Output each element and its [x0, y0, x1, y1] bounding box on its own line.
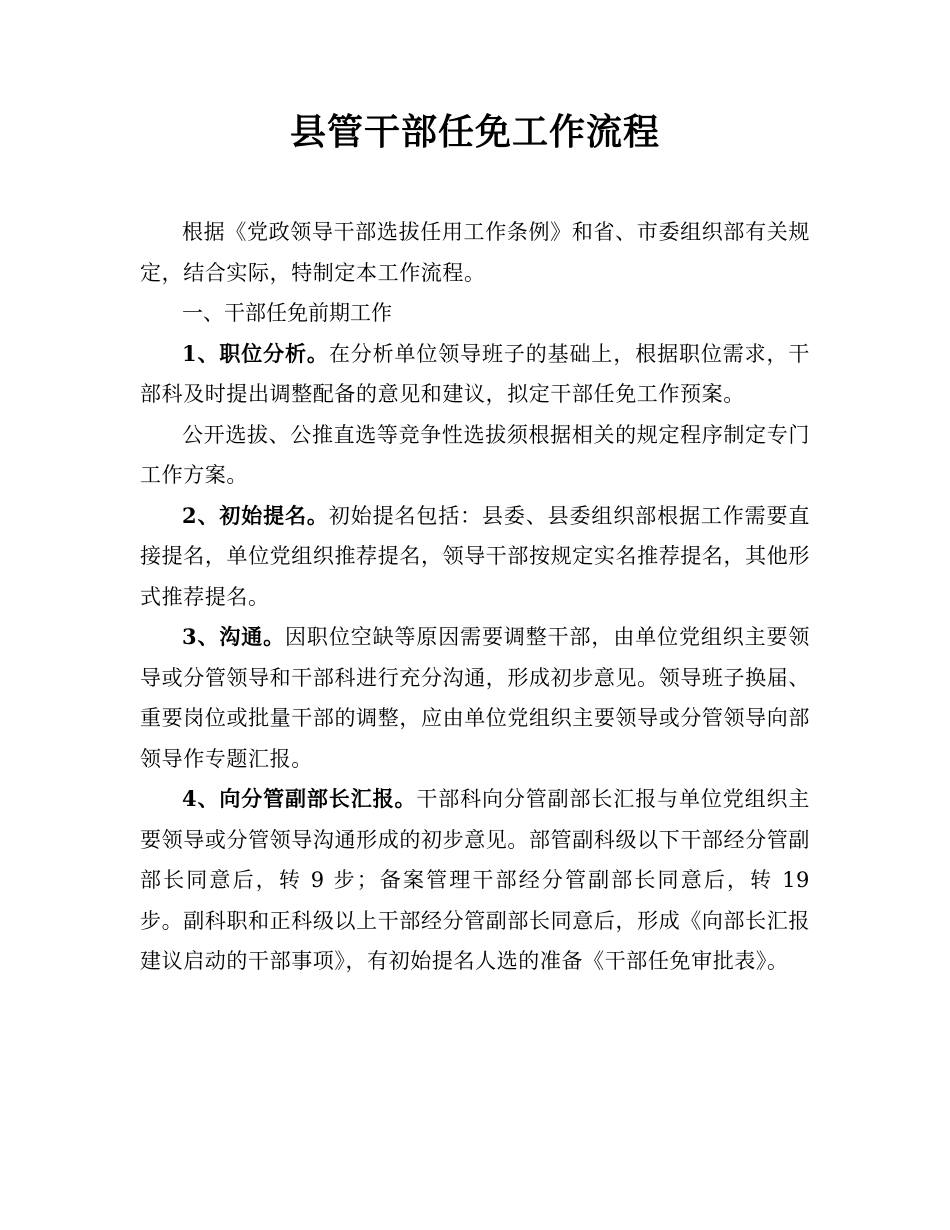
- item-lead: 4、向分管副部长汇报。: [182, 786, 417, 811]
- item-lead: 3、沟通。: [182, 624, 286, 649]
- section-heading: 一、干部任免前期工作: [182, 301, 392, 325]
- item-lead: 1、职位分析。: [182, 340, 329, 366]
- item-paragraph-1: [140, 334, 810, 415]
- item-text: 初始提名包括：县委、县委组织部根据工作需要直接提名，单位党组织推荐提名，领导干部按规定实名推荐提名，其他形式推荐提名。: [140, 503, 810, 609]
- item-paragraph-1b: [140, 415, 810, 496]
- document-page: [140, 108, 810, 982]
- item-lead: 2、初始提名。: [182, 502, 329, 528]
- item-text: 在分析单位领导班子的基础上，根据职位需求，干部科及时提出调整配备的意见和建议，拟定干部任免工作预案。: [140, 341, 810, 406]
- item-paragraph-4: [140, 779, 810, 982]
- item-paragraph-3: [140, 617, 810, 779]
- item-paragraph-2: [140, 496, 810, 618]
- intro-paragraph: 根据《党政领导干部选拔任用工作条例》和省、市委组织部有关规定，结合实际，特制定本工作流程。: [140, 220, 810, 285]
- item-text: 公开选拔、公推直选等竞争性选拔须根据相关的规定程序制定专门工作方案。: [140, 422, 810, 487]
- document-title: 县管干部任免工作流程: [289, 111, 660, 153]
- item-text: 因职位空缺等原因需要调整干部，由单位党组织主要领导或分管领导和干部科进行充分沟通，形成初步意见。领导班子换届、重要岗位或批量干部的调整，应由单位党组织主要领导或分管领导向部领导作专题汇报。: [140, 625, 810, 771]
- item-text: 干部科向分管副部长汇报与单位党组织主要领导或分管领导沟通形成的初步意见。部管副科级以下干部经分管副部长同意后，转 9 步；备案管理干部经分管副部长同意后，转 19 步。副科职和正科级以上干部经分管副部长同意后，形成《向部长汇报建议启动的干部事项》，有初始提名人选的准备《干部任免审批表》。: [140, 787, 810, 973]
